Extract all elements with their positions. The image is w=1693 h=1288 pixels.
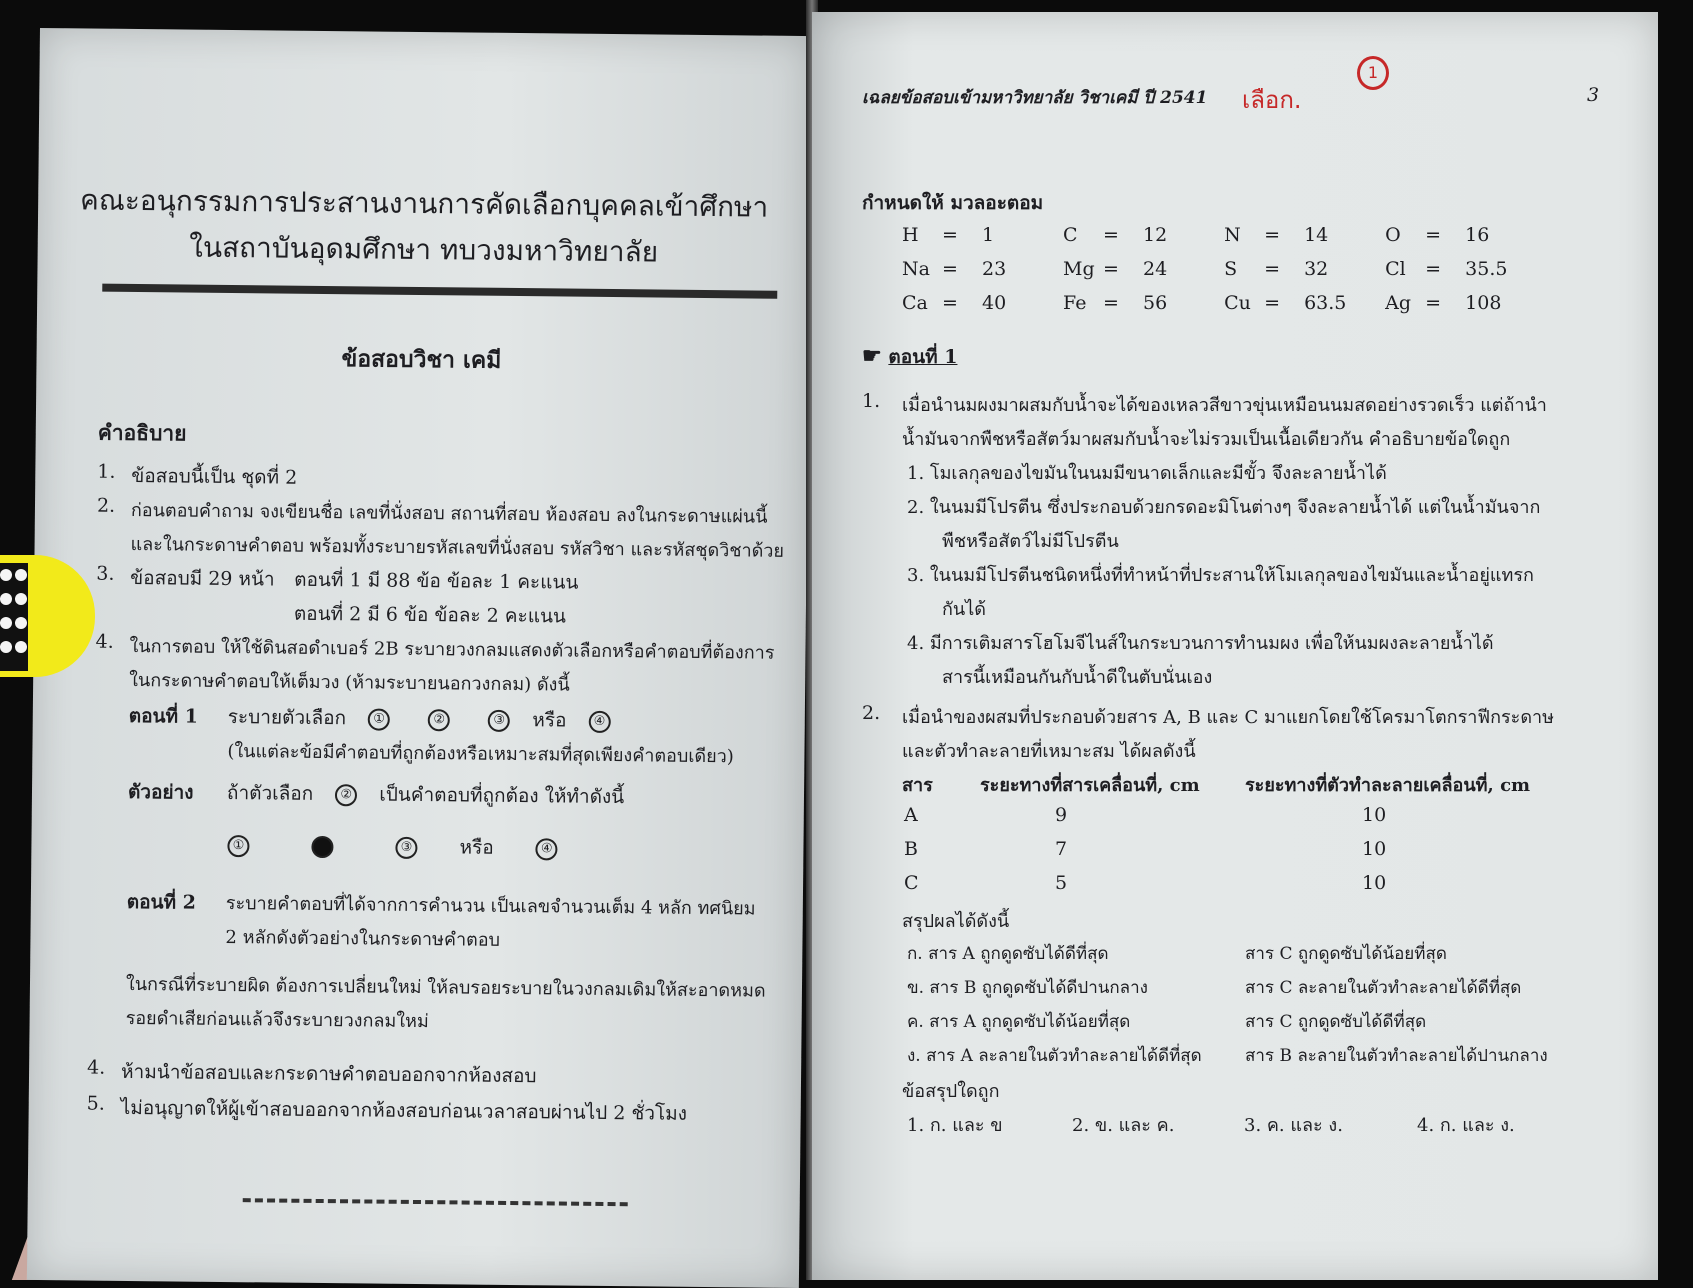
answer-option-1: 1. ก. และ ข (907, 1115, 1003, 1136)
atomic-mass-row-2: Na = 23 Mg = 24 S = 32 Cl = 35.5 (902, 258, 1525, 280)
table-row-a-distance: 9 (1055, 804, 1068, 826)
q1-line2: น้ำมันจากพืชหรือสัตว์มาผสมกับน้ำจะไม่รวมเป็นเนื้อเดียวกัน คำอธิบายข้อใดถูก (902, 429, 1511, 450)
part2-text: ระบายคำตอบที่ได้จากการคำนวน เป็นเลขจำนวนเต็ม 4 หลัก ทศนิยม (225, 892, 756, 920)
section-heading (862, 342, 957, 372)
erase-text: ในกรณีที่ระบายผิด ต้องการเปลี่ยนใหม่ ให้ลบรอยระบายในวงกลมเดิมให้สะอาดหมด (125, 973, 766, 1002)
bubble-3-icon: ③ (488, 710, 510, 732)
element-mass: 40 (982, 292, 1007, 314)
element-symbol: Na (902, 258, 930, 280)
atomic-mass-heading: กำหนดให้ มวลอะตอม (862, 192, 1044, 214)
table-header-substance: สาร (902, 775, 933, 796)
element-mass: 63.5 (1304, 292, 1347, 314)
title-rule (102, 284, 777, 299)
example-text-b: เป็นคำตอบที่ถูกต้อง ให้ทำดังนี้ (379, 783, 625, 809)
handwritten-circle: 1 (1357, 56, 1389, 90)
pointing-hand-icon: ☛ (862, 343, 882, 369)
item-3-text: ข้อสอบมี 29 หน้า (130, 566, 275, 591)
item-5-text: ไม่อนุญาตให้ผู้เข้าสอบออกจากห้องสอบก่อนเวลาสอบผ่านไป 2 ชั่วโมง (120, 1096, 688, 1125)
q1-option-3: 3. ในนมมีโปรตีนชนิดหนึ่งที่ทำหน้าที่ประสานให้โมเลกุลของไขมันและน้ำอยู่แทรก (907, 565, 1534, 586)
q1-line1: เมื่อนำนมผงมาผสมกับน้ำจะได้ของเหลวสีขาวขุ่นเหมือนนมสดอย่างรวดเร็ว แต่ถ้านำ (902, 395, 1547, 416)
example-instruction (227, 778, 625, 812)
end-dashes (243, 1198, 628, 1206)
item-1-number: 1. (97, 460, 116, 483)
part1-or: หรือ (532, 709, 567, 732)
q1-option-2: 2. ในนมมีโปรตีน ซึ่งประกอบด้วยกรดอะมิโนต่างๆ จึงละลายน้ำได้ แต่ในน้ำมันจาก (907, 497, 1541, 518)
element-mass: 1 (982, 224, 995, 246)
conclusion-c-left: ค. สาร A ถูกดูดซับได้น้อยที่สุด (907, 1012, 1131, 1032)
item-3-part2: ตอนที่ 2 มี 6 ข้อ ข้อละ 2 คะแนน (293, 602, 567, 628)
bookmark-dots (0, 563, 28, 671)
q1-option-1: 1. โมเลกุลของไขมันในนมมีขนาดเล็กและมีขั้ว จึงละลายน้ำได้ (907, 463, 1387, 484)
part2-text-line2: 2 หลักดังตัวอย่างในกระดาษคำตอบ (225, 926, 501, 951)
element-symbol: O (1385, 224, 1401, 246)
element-symbol: S (1224, 258, 1238, 280)
item-1-text: ข้อสอบนี้เป็น ชุดที่ 2 (131, 464, 298, 489)
part1-instruction (228, 702, 627, 736)
item-3-part1: ตอนที่ 1 มี 88 ข้อ ข้อละ 1 คะแนน (294, 568, 579, 594)
filled-bubble-icon (311, 836, 333, 858)
table-row-c-solvent: 10 (1362, 872, 1387, 894)
q1-option-3-cont: กันได้ (942, 599, 986, 620)
right-page (812, 12, 1658, 1280)
item-2-number: 2. (96, 494, 116, 517)
atomic-mass-row-3: Ca = 40 Fe = 56 Cu = 63.5 Ag = 108 (902, 292, 1525, 314)
erase-text-line2: รอยดำเสียก่อนแล้วจึงระบายวงกลมใหม่ (125, 1007, 429, 1033)
example-bubble-2-icon: ② (335, 784, 357, 806)
answer-option-3: 3. ค. และ ง. (1244, 1115, 1343, 1136)
element-mass: 16 (1465, 224, 1490, 246)
part1-text: ระบายตัวเลือก (227, 706, 347, 730)
item-4-text: ในการตอบ ให้ใช้ดินสอดำเบอร์ 2B ระบายวงกลมแสดงตัวเลือกหรือคำตอบที่ต้องการ (129, 635, 775, 664)
element-mass: 35.5 (1465, 258, 1508, 280)
table-row-c-distance: 5 (1055, 872, 1068, 894)
item-4b-text: ห้ามนำข้อสอบและกระดาษคำตอบออกจากห้องสอบ (120, 1060, 537, 1088)
conclusion-a-right: สาร C ถูกดูดซับได้น้อยที่สุด (1245, 944, 1447, 964)
example-bubble-1-icon: ① (227, 835, 249, 857)
table-header-solvent-distance: ระยะทางที่ตัวทำละลายเคลื่อนที่, cm (1245, 775, 1531, 796)
table-row-b-solvent: 10 (1362, 838, 1387, 860)
element-symbol: Cl (1385, 258, 1406, 280)
handwritten-note: เลือก. (1242, 86, 1302, 114)
example-bubble-4-icon: ④ (536, 838, 558, 860)
element-mass: 14 (1304, 224, 1329, 246)
bubble-4-icon: ④ (588, 711, 610, 733)
element-symbol: Fe (1063, 292, 1087, 314)
element-mass: 56 (1143, 292, 1168, 314)
conclusion-b-left: ข. สาร B ถูกดูดซับได้ดีปานกลาง (907, 978, 1148, 998)
q2-line2: และตัวทำละลายที่เหมาะสม ได้ผลดังนี้ (902, 741, 1196, 762)
example-label: ตัวอย่าง (127, 780, 194, 804)
example-bubbles (211, 830, 574, 864)
element-symbol: Ca (902, 292, 928, 314)
atomic-mass-row-1: H = 1 C = 12 N = 14 O = 16 (902, 224, 1525, 246)
answer-option-4: 4. ก. และ ง. (1417, 1115, 1515, 1136)
q2-which: ข้อสรุปใดถูก (902, 1081, 1000, 1102)
conclusion-d-left: ง. สาร A ละลายในตัวทำละลายได้ดีที่สุด (907, 1046, 1202, 1066)
item-5-number: 5. (86, 1092, 105, 1115)
item-3-number: 3. (96, 562, 115, 585)
item-4-text-line2: ในกระดาษคำตอบให้เต็มวง (ห้ามระบายนอกวงกลม) ดังนี้ (129, 669, 570, 696)
conclusion-d-right: สาร B ละลายในตัวทำละลายได้ปานกลาง (1245, 1046, 1548, 1066)
example-or: หรือ (459, 836, 494, 859)
bubble-1-icon: ① (368, 708, 390, 730)
element-symbol: N (1224, 224, 1241, 246)
page-number: 3 (1587, 84, 1600, 106)
table-row-a-solvent: 10 (1362, 804, 1387, 826)
element-symbol: C (1063, 224, 1078, 246)
q1-option-2-cont: พืชหรือสัตว์ไม่มีโปรตีน (942, 531, 1119, 552)
table-row-c-substance: C (904, 872, 919, 894)
part2-label: ตอนที่ 2 (126, 890, 197, 914)
element-mass: 32 (1304, 258, 1329, 280)
item-2-text: ก่อนตอบคำถาม จงเขียนชื่อ เลขที่นั่งสอบ สถานที่สอบ ห้องสอบ ลงในกระดาษแผ่นนี้ (130, 499, 768, 528)
committee-title-line1: คณะอนุกรรมการประสานงานการคัดเลือกบุคคลเข้าศึกษา (79, 183, 769, 224)
conclusion-b-right: สาร C ละลายในตัวทำละลายได้ดีที่สุด (1245, 978, 1522, 998)
left-page (27, 28, 812, 1288)
item-2-text-line2: และในกระดาษคำตอบ พร้อมทั้งระบายรหัสเลขที่นั่งสอบ รหัสวิชา และรหัสชุดวิชาด้วย (130, 533, 785, 562)
section-heading-text: ตอนที่ 1 (888, 346, 958, 368)
q2-number: 2. (862, 702, 881, 724)
q2-conclude: สรุปผลได้ดังนี้ (902, 911, 1010, 932)
element-mass: 23 (982, 258, 1007, 280)
answer-option-2: 2. ข. และ ค. (1072, 1115, 1175, 1136)
q1-number: 1. (862, 390, 881, 412)
part1-note: (ในแต่ละข้อมีคำตอบที่ถูกต้องหรือเหมาะสมที่สุดเพียงคำตอบเดียว) (227, 741, 734, 768)
element-mass: 12 (1143, 224, 1168, 246)
bubble-2-icon: ② (428, 709, 450, 731)
element-mass: 108 (1465, 292, 1502, 314)
table-row-b-substance: B (904, 838, 918, 860)
q2-line1: เมื่อนำของผสมที่ประกอบด้วยสาร A, B และ C มาแยกโดยใช้โครมาโตกราฟีกระดาษ (902, 707, 1554, 728)
table-header-substance-distance: ระยะทางที่สารเคลื่อนที่, cm (980, 775, 1200, 796)
committee-title-line2: ในสถาบันอุดมศึกษา ทบวงมหาวิทยาลัย (189, 230, 659, 269)
table-row-a-substance: A (904, 804, 918, 826)
running-header: เฉลยข้อสอบเข้ามหาวิทยาลัย วิชาเคมี ปี 2541 (862, 88, 1208, 108)
item-4-number: 4. (95, 630, 114, 653)
table-row-b-distance: 7 (1055, 838, 1068, 860)
conclusion-a-left: ก. สาร A ถูกดูดซับได้ดีที่สุด (907, 944, 1109, 964)
element-symbol: H (902, 224, 919, 246)
instructions-heading: คำอธิบาย (97, 419, 187, 446)
element-symbol: Ag (1385, 292, 1412, 314)
example-text-a: ถ้าตัวเลือก (226, 782, 314, 805)
subject-title: ข้อสอบวิชา เคมี (341, 345, 502, 374)
element-symbol: Cu (1224, 292, 1251, 314)
conclusion-c-right: สาร C ถูกดูดซับได้ดีที่สุด (1245, 1012, 1427, 1032)
element-symbol: Mg (1063, 258, 1095, 280)
item-4b-number: 4. (87, 1056, 106, 1079)
q1-option-4-cont: สารนี้เหมือนกันกับน้ำดีในตับนั่นเอง (942, 667, 1213, 688)
q1-option-4: 4. มีการเติมสารโฮโมจีไนส์ในกระบวนการทำนมผง เพื่อให้นมผงละลายน้ำได้ (907, 633, 1494, 654)
element-mass: 24 (1143, 258, 1168, 280)
part1-label: ตอนที่ 1 (128, 704, 199, 728)
example-bubble-3-icon: ③ (395, 837, 417, 859)
